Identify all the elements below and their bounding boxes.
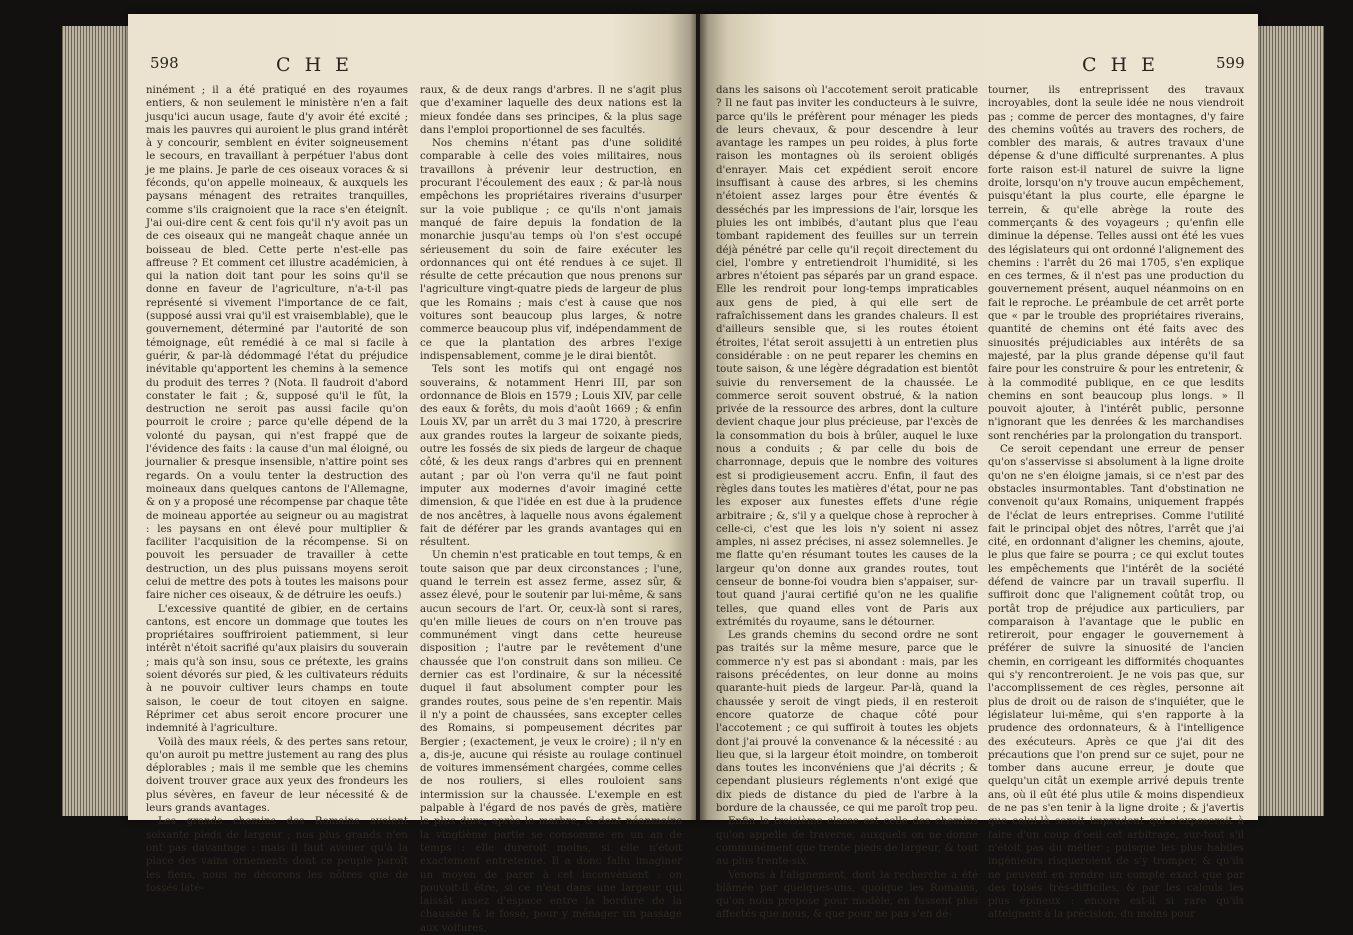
running-head: C H E <box>1082 54 1160 76</box>
right-page-column-left <box>716 84 978 921</box>
page-number: 599 <box>1216 54 1245 72</box>
left-page-column-right <box>420 84 682 934</box>
running-head: C H E <box>276 54 354 76</box>
left-page <box>128 14 696 934</box>
right-page <box>700 14 1258 921</box>
left-page-header <box>128 54 696 76</box>
paragraph: tourner, ils entreprissent des travaux incroyables, dont la seule idée ne nous viendroit pas ; comme de percer des montagnes, d'y faire des chemins voûtés au travers des rochers, de combler des marais, & autres travaux d'une dépense & d'une difficulté surprenantes. A plus forte raison est-il naturel de suivre la ligne droite, lorsqu'on n'y trouve aucun empêchement, puisqu'étant la plus courte, elle épargne le terrein, & qu'elle abrège la route des commerçants & des voyageurs ; qu'enfin elle diminue la dépense. Telles aussi ont été les vues des législateurs qui ont ordonné l'alignement des chemins : l'arrêt du 26 mai 1705, s'en explique en ces termes, & il n'est pas une production du gouvernement présent, auquel néanmoins on en fait le reproche. Le préambule de cet arrêt porte que « par le trouble des propriétaires riverains, quantité de chemins ont été faits avec des sinuosités préjudiciables aux intérêts de sa majesté, par la plus grande dépense qu'il faut faire pour les construire & pour les entretenir, & à la commodité publique, en ce que lesdits chemins en sont beaucoup plus longs. » Il pouvoit ajouter, à l'intérêt public, personne n'ignorant que les denrées & les marchandises sont renchéries par la prolongation du transport. <box>988 85 1244 442</box>
page-number: 598 <box>150 54 179 72</box>
paragraph: Venons à l'alignement, dont la recherche a été blâmée par quelques-uns, quoique les Romains, qu'on nous propose pour modèle, en fussent plus affectés que nous, & que pour ne pas s'en dé- <box>716 869 978 921</box>
left-page-column-left <box>146 84 408 894</box>
paragraph: raux, & de deux rangs d'arbres. Il ne s'agit plus que d'examiner laquelle des deux nations est la mieux fondée dans ses principes, & la plus sage dans l'emploi proportionnel de ses facultés. <box>420 85 682 136</box>
left-page-edges <box>62 26 128 816</box>
paragraph: Ce seroit cependant une erreur de penser qu'on s'asservisse si absolument à la ligne droite qu'on ne s'en éloigne jamais, si ce n'est par des obstacles insurmontables. Tant d'obstination ne convenoit qu'aux Romains, uniquement frappés de l'éclat de leurs entreprises. Comme l'utilité fait le principal objet des nôtres, l'arrêt que j'ai cité, en ordonnant d'aligner les chemins, ajoute, le plus que faire se pourra ; ce qui exclut toutes les empêchements que l'intérêt de la société défend de vaincre par un travail superflu. Il suffiroit donc que l'alignement coûtât trop, ou portât trop de préjudice aux particuliers, par comparaison à l'avantage que le public en retireroit, pour engager le gouvernement à préférer de suivre la sinuosité de l'ancien chemin, en corrigeant les difformités choquantes qui s'y rencontreroient. Je ne vois pas que, sur l'accomplissement de ces règles, personne ait plus de droit ou de raison de s'inquiéter, que le législateur lui-même, qui s'en rapporte à la prudence des ordonnateurs, & à l'intelligence des exécuteurs. Après ce que j'ai dit des précautions que l'on prend sur ce sujet, pour ne tomber dans aucune erreur, je doute que quelqu'un citât un exemple arrivé depuis trente ans, où il eût été plus utile & moins dispendieux de ne pas s'en tenir à la ligne droite ; & j'avertis que celui-là seroit imprudent qui s'exposeroit à faire d'un coup d'oeil cet arbitrage, sur-tout s'il n'étoit pas du métier ; puisque les plus habiles ingénieurs risqueroient de s'y tromper, & qu'ils ne peuvent en rendre un compte exact que par des toisés très-difficiles, & par les calculs les plus épineux : encore est-il si rare qu'ils atteignent à la précision, du moins pour <box>988 444 1244 921</box>
right-page-edges <box>1258 26 1324 816</box>
paragraph: Un chemin n'est praticable en tout temps, & en toute saison que par deux circonstances ; l'une, quand le terrein est assez ferme, assez sûr, & assez élevé, pour le soutenir par lui-même, & sans aucun secours de l'art. Or, ceux-là sont si rares, qu'en mille lieues de cours on n'en trouve pas communément vingt dans cette heureuse disposition ; l'autre par le revêtement d'une chaussée que l'on construit dans son milieu. Ce dernier cas est l'ordinaire, & sur la nécessité duquel il faut absolument compter pour les grandes routes, sous peine de s'en repentir. Mais il n'y a point de chaussées, sans excepter celles des Romains, si pompeusement décrites par Bergier ; (exactement, je veux le croire) ; il n'y en a, dis-je, aucune qui résiste au roulage continuel de voitures immensément chargées, comme celles de nos rouliers, si elles rouloient sans intermission sur la chaussée. L'exemple en est palpable à l'égard de nos pavés de grès, matière la plus dure, après le marbre, & dont néanmoins la vingtième partie se consomme en un an de temps : elle dureroit moins, si elle n'étoit exactement entretenue. Il a donc fallu imaginer un moyen de parer à cet inconvénient : on pouvoit-il être, si ce n'est dans une largeur qui laissât assez d'espace entre la bordure de la chaussée & le fossé, pour y ménager un passage aux voitures, <box>420 550 682 934</box>
paragraph: dans les saisons où l'accotement seroit praticable ? Il ne faut pas inviter les conducteurs à le suivre, parce qu'ils le préfèrent pour ménager les pieds de leurs chevaux, & pour descendre à leur avantage les rampes un peu roides, à plus forte raison les montagnes où ils seroient obligés d'enrayer. Mais cet expédient seroit encore insuffisant à cause des arbres, si les chemins n'étoient assez larges pour être éventés & desséchés par les impressions de l'air, lorsque les pluies les ont imbibés, d'autant plus que l'eau tombant rapidement des feuilles sur un terrein déjà pénétré par celle qu'il reçoit directement du ciel, l'ombre y entretiendroit l'humidité, si les arbres n'étoient pas séparés par un grand espace. Elle les rendroit pour long-temps impraticables aux gens de pied, à qui elle sert de rafraîchissement dans les grandes chaleurs. Il est d'ailleurs sensible que, si les routes étoient étroites, l'état seroit assujetti à un entretien plus considérable : on ne peut reparer les chemins en toute saison, & une légère dégradation est bientôt suivie du renversement de la chaussée. Le commerce seroit souvent obstrué, & la nation privée de la ressource des arbres, dont la culture devient chaque jour plus précieuse, par l'excès de la consommation du bois à brûler, auquel le luxe nous a conduits ; & par celle du bois de charronnage, depuis que le nombre des voitures est si prodigieusement accru. Enfin, il faut des règles dans toutes les matières d'état, pour ne pas les exposer aux funestes effets d'une régie arbitraire ; &, s'il y a quelque chose à reprocher à celle-ci, c'est que les lois n'y soient ni assez amples, ni assez précises, ni assez solemnelles. Je me flatte qu'en résumant toutes les causes de la largeur qu'on donne aux grandes routes, tout censeur de bonne-foi voudra bien s'appaiser, sur-tout quand j'aurai certifié qu'on ne les qualifie telles, que quand elles vont de Paris aux extrémités du royaume, sans le détourner. <box>716 85 978 628</box>
paragraph: Enfin la troisième classe est celle des chemins qu'on appelle de traverse, auxquels on ne donne communément que trente pieds de largeur, & tout au plus trente-six. <box>716 816 978 868</box>
paragraph: Voilà des maux réels, & des pertes sans retour, qu'on auroit pu mettre justement au rang des plus déplorables ; mais il me semble que les chemins doivent trouver grace aux yeux des frondeurs les plus sévères, en faveur de leur nécessité & de leurs grands avantages. <box>146 736 408 815</box>
right-page-column-right <box>988 84 1244 921</box>
paragraph: Nos chemins n'étant pas d'une solidité comparable à celle des voies militaires, nous travaillons à prévenir leur destruction, en procurant l'écoulement des eaux ; & par-là nous empêchons les propriétaires riverains d'usurper sur la voie publique ; ce qu'ils n'ont jamais manqué de faire depuis la fondation de la monarchie jusqu'au temps où l'on s'est occupé sérieusement du soin de faire exécuter les ordonnances qui ont été rendues à ce sujet. Il résulte de cette précaution que nous prenons sur l'agriculture vingt-quatre pieds de largeur de plus que les Romains ; mais c'est à cause que nos voitures sont beaucoup plus larges, & notre commerce beaucoup plus vif, indépendamment de ce que la plantation des arbres l'exige indispensablement, comme je le dirai bientôt. <box>420 138 682 362</box>
right-page-header <box>700 54 1258 76</box>
paragraph: Tels sont les motifs qui ont engagé nos souverains, & notamment Henri III, par son ordonnance de Blois en 1579 ; Louis XIV, par celle des eaux & forêts, du mois d'août 1669 ; & enfin Louis XV, par un arrêt du 3 mai 1720, à prescrire aux grandes routes la largeur de soixante pieds, outre les fossés de six pieds de largeur de chaque côté, & les deux rangs d'arbres qui en prennent autant ; par où l'on verra qu'il ne faut point imputer aux modernes d'avoir imaginé cette dimension, & que l'idée en est due à la prudence de nos ancêtres, à laquelle nous avons également fait de déférer par les grands avantages qui en résultent. <box>420 364 682 549</box>
paragraph: Les grands chemins des Romains avoient soixante pieds de largeur ; nos plus grands n'en ont pas davantage : mais il faut avouer qu'à la place des vains ornements dont ce peuple paroît les fiens, nous ne décorons les nôtres que de fossés laté- <box>146 816 408 894</box>
paragraph: L'excessive quantité de gibier, en de certains cantons, est encore un dommage que toutes les propriétaires souffriroient patiemment, si leur intérêt n'étoit sacrifié qu'aux plaisirs du souverain ; mais qu'à son insu, sous ce prétexte, les grains soient dévorés sur pied, & les cultivateurs réduits à ne pouvoir cultiver leurs champs en toute saison, le coeur de tout citoyen en saigne. Réprimer cet abus seroit encore procurer une indemnité à l'agriculture. <box>146 603 408 735</box>
paragraph: Les grands chemins du second ordre ne sont pas traités sur la même mesure, parce que le commerce n'y est pas si abondant : mais, par les raisons précédentes, on leur donne au moins quarante-huit pieds de largeur. Par-là, quand la chaussée y seroit de vingt pieds, il en resteroit encore quatorze de chaque côté pour l'accotement ; ce qui suffiroit à toutes les objets dont j'ai prouvé la convenance & la nécessité : au lieu que, si la largeur étoit moindre, on tomberoit dans toutes les inconvéniens que j'ai décrits ; & cependant plusieurs réglements n'ont exigé que dix pieds de distance du pied de l'arbre à la bordure de la chaussée, ce qui me paroît trop peu. <box>716 630 978 815</box>
paragraph: ninément ; il a été pratiqué en des royaumes entiers, & non seulement le ministère n'en a fait jusqu'ici aucun usage, faute d'y avoir été excité ; mais les pauvres qui auroient le plus grand intérêt à y concourir, semblent en éviter soigneusement le secours, en travaillant à perpétuer l'abus dont je me plains. Je parle de ces oiseaux voraces & si féconds, qu'on appelle moineaux, & auxquels les paysans ménagent des retraites tranquilles, comme s'ils craignoient que la race s'en éteignît. J'ai oui-dire cent & cent fois qu'il n'y avoit pas un de ces oiseaux qui ne mangeât chaque année un boisseau de bled. Cette perte n'est-elle pas affreuse ? Et comment cet illustre académicien, à qui la nation doit tant pour les soins qu'il se donne en faveur de l'agriculture, n'a-t-il pas représenté si vivement l'importance de ce fait, (supposé aussi vrai qu'il est vraisemblable), que le gouvernement, déterminé par l'autorité de son témoignage, eût remédié à ce mal si facile à guérir, & par-là dédommagé l'état du préjudice inévitable qu'apportent les chemins à la semence du produit des terres ? (Nota. Il faudroit d'abord constater le fait ; &, supposé qu'il le fût, la destruction ne seroit pas aussi facile qu'on pourroit le croire ; parce qu'elle dépend de la volonté du paysan, qui n'est frappé que de l'évidence des faits : la cause d'un mal éloigné, ou journalier & presque insensible, n'attire point ses regards. On a voulu tenter la destruction des moineaux dans quelques cantons de l'Allemagne, & on y a proposé une récompense par chaque tête de moineau apportée au seigneur ou au magistrat : les paysans en ont élevé pour multiplier & faciliter l'acquisition de la récompense. Si on pouvoit les persuader de travailler à cette destruction, un des plus puissans moyens seroit celui de mettre des pots à toutes les maisons pour faire nicher ces oiseaux, & de détruire les oeufs.) <box>146 85 408 602</box>
book-gutter <box>690 14 708 820</box>
